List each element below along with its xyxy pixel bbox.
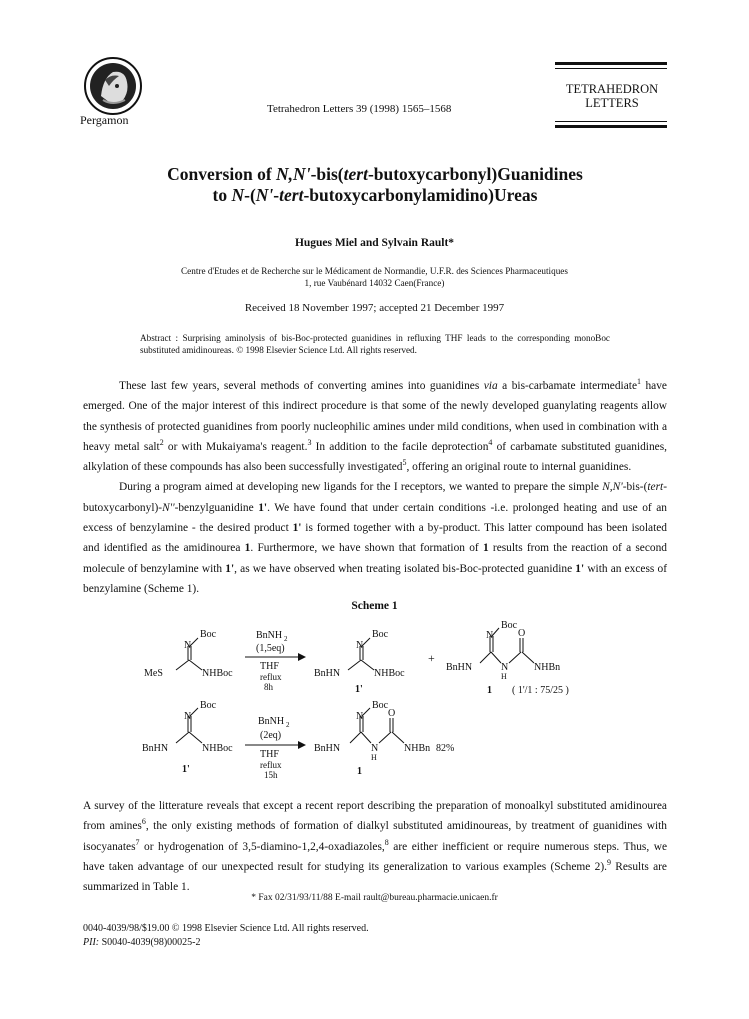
brand-line1: TETRAHEDRON [565, 82, 659, 96]
header-rule-bottom-thick [555, 125, 667, 128]
nhboc-label: NHBoc [202, 743, 233, 754]
journal-reference: Tetrahedron Letters 39 (1998) 1565–1568 [267, 103, 452, 115]
abstract-text: Surprising aminolysis of bis-Boc-protected guanidines in refluxing THF leads to the corresponding monoBoc substituted amidinoureas. © 1998 Elsevier Science Ltd. All rights reserved. [140, 333, 610, 355]
time-label: 8h [264, 682, 273, 692]
yield-label: 82% [436, 743, 455, 754]
body-intro [83, 376, 667, 599]
compound-1-label: 1 [357, 766, 362, 777]
affiliation [0, 265, 749, 289]
n-label: N [486, 630, 494, 641]
o-label: O [388, 708, 396, 719]
plus-sign: + [428, 651, 435, 665]
mes-label: MeS [144, 668, 163, 679]
bnhn-label: BnHN [314, 668, 341, 679]
arrow-1-head [298, 653, 306, 661]
nhbn-label: NHBn [534, 662, 561, 673]
condition-label: reflux [260, 760, 282, 770]
bnhn-label: BnHN [314, 743, 341, 754]
body-survey [83, 796, 667, 897]
copyright-block [83, 922, 369, 950]
equivalents-label: (2eq) [260, 730, 282, 741]
h-label: H [371, 753, 377, 762]
paragraph-1: These last few years, several methods of converting amines into guanidines via a bis-carbamate intermediate$^1$ have emerged. One of the major interest of this indirect procedure is that some of the newly developed guanylating reagents allow the synthesis of protected guanidines from poorly nucleophilic amines under mild conditions, when used in combination with a heavy metal salt$^2$ or with Mukaiyama's reagent.$^3$ In addition to the facile deprotection$^4$ of carbamate substituted guanidines, alkylation of these compounds has also been successfully investigated$^5$, offering an original route to internal guanidines. [83, 377, 667, 474]
boc-label: Boc [372, 700, 389, 711]
publisher-logo [83, 56, 143, 116]
reagent-subscript: 2 [286, 721, 290, 729]
abstract [140, 332, 610, 356]
paragraph-3: A survey of the litterature reveals that except a recent report describing the preparation of monoalkyl substituted amidinourea from amines$^6$, the only existing methods of formation of dialkyl substituted amidinoureas, by treatment of guanidines with isocyanates$^7$ or hydrogenation of 3,5-diamino-1,2,4-oxadiazoles,$^8$ are either inefficient or require numerous steps. Thus, we have taken advantage of our unexpected result for studying its generalization to various examples (Scheme 2).$^9$ Results are summarized in Table 1. [83, 800, 667, 894]
compound-1-label: 1 [487, 685, 492, 696]
reagent-label: BnNH [256, 630, 283, 641]
affiliation-line1: Centre d'Etudes et de Recherche sur le Médicament de Normandie, U.F.R. des Sciences Pharmaceutiques [181, 266, 568, 276]
title-line1: Conversion of N,N'-bis(tert-butoxycarbonyl)Guanidines [167, 164, 583, 184]
publisher-name: Pergamon [80, 113, 129, 127]
compound-1-prime-label: 1' [182, 764, 190, 775]
boc-label: Boc [200, 700, 217, 711]
time-label: 15h [264, 770, 278, 780]
scheme-1-diagram [100, 616, 660, 801]
n-label: N [356, 640, 364, 651]
equivalents-label: (1,5eq) [256, 643, 285, 654]
reagent-subscript: 2 [284, 635, 288, 643]
arrow-2-head [298, 741, 306, 749]
affiliation-line2: 1, rue Vaubénard 14032 Caen(France) [304, 278, 445, 288]
nhboc-label: NHBoc [374, 668, 405, 679]
journal-brand [563, 82, 661, 110]
scheme-arrowheads [298, 653, 306, 749]
pii-line: PII: S0040-4039(98)00025-2 [83, 937, 201, 948]
n-label: N [501, 662, 509, 673]
abstract-label: Abstract : [140, 333, 183, 343]
header-rule-bottom-thin [555, 121, 667, 122]
compound-1-prime-label: 1' [355, 684, 363, 695]
scheme-title: Scheme 1 [351, 600, 398, 612]
n-label: N [356, 711, 364, 722]
paragraph-2: During a program aimed at developing new ligands for the I receptors, we wanted to prepare the simple N,N'-bis-(tert-butoxycarbonyl)-N''-benzylguanidine 1'. We have found that under certain conditions -i.e. prolonged heating and use of an excess of benzylamine - the desired product 1' is formed together with a by-product. This latter compound has been isolated and identified as the amidinourea 1. Furthermore, we have shown that formation of 1 results from the reaction of a second molecule of benzylamine with 1', as we have observed when treating isolated bis-Boc-protected guanidine 1' with an excess of benzylamine (Scheme 1). [83, 481, 668, 595]
solvent-label: THF [260, 661, 279, 672]
received-dates: Received 18 November 1997; accepted 21 December 1997 [244, 302, 505, 314]
h-label: H [501, 672, 507, 681]
nhboc-label: NHBoc [202, 668, 233, 679]
n-label: N [371, 743, 379, 754]
article-title [70, 164, 680, 206]
n-label: N [184, 640, 192, 651]
authors: Hugues Miel and Sylvain Rault* [294, 237, 455, 249]
bnhn-label: BnHN [142, 743, 169, 754]
n-label: N [184, 711, 192, 722]
solvent-label: THF [260, 749, 279, 760]
product-ratio: ( 1'/1 : 75/25 ) [512, 685, 569, 696]
condition-label: reflux [260, 672, 282, 682]
corresponding-author-footnote: * Fax 02/31/93/11/88 E-mail rault@bureau.pharmacie.unicaen.fr [251, 893, 498, 903]
header-rule-top-thin [555, 68, 667, 69]
title-line2: to N-(N'-tert-butoxycarbonylamidino)Ureas [212, 185, 538, 205]
header-rule-top-thick [555, 62, 667, 65]
reagent-label: BnNH [258, 716, 285, 727]
brand-line2: LETTERS [585, 96, 639, 110]
nhbn-label: NHBn [404, 743, 431, 754]
bnhn-label: BnHN [446, 662, 473, 673]
boc-label: Boc [200, 629, 217, 640]
boc-label: Boc [372, 629, 389, 640]
o-label: O [518, 628, 526, 639]
boc-label: Boc [501, 620, 518, 631]
copyright-line: 0040-4039/98/$19.00 © 1998 Elsevier Science Ltd. All rights reserved. [83, 923, 369, 934]
